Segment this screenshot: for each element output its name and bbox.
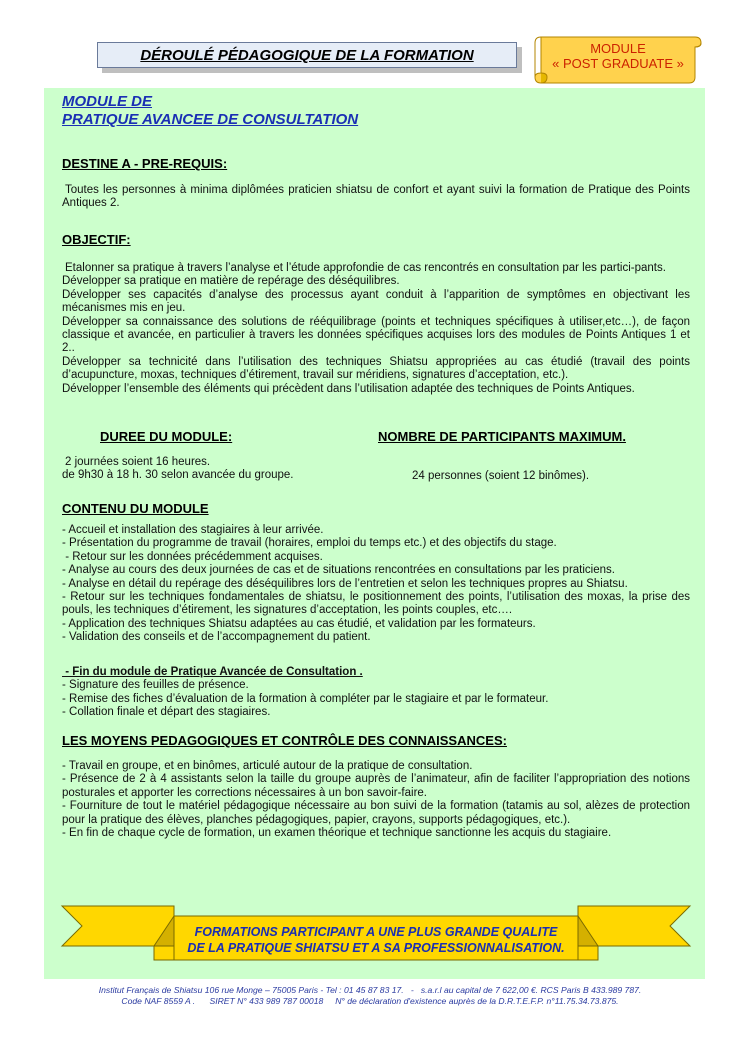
objectif-item: Développer sa technicité dans l’utilisation des techniques Shiatsu appropriées au cas étudié (travail des points d’acupuncture, moxas, techniques d’étirement, travail sur méridiens, signatures d’acceptation, etc.). — [62, 355, 690, 382]
footer-line-2: Code NAF 8559 A . SIRET N° 433 989 787 00018 N° de déclaration d'existence auprès de la D.R.T.E.F.P. n°11.75.34.73.875. — [121, 996, 619, 1006]
badge-line-1: MODULE — [590, 41, 646, 56]
fin-item: - Remise des fiches d’évaluation de la formation à compléter par le stagiaire et par le formateur. — [62, 692, 549, 705]
objectif-item: Développer sa connaissance des solutions de rééquilibrage (points et techniques spécifiques à utiliser,etc…), de façon classique et avancée, en particulier à travers les données spécifiques acquises lors des modules de Points Antiques 1 et 2.. — [62, 315, 690, 355]
fin-item: - Signature des feuilles de présence. — [62, 679, 249, 692]
module-title-line-1: MODULE DE — [62, 93, 152, 110]
prereq-heading: DESTINE A - PRE-REQUIS: — [62, 156, 228, 171]
duree-line-2: de 9h30 à 18 h. 30 selon avancée du groupe. — [62, 469, 294, 482]
contenu-item: - Validation des conseils et de l’accompagnement du patient. — [62, 631, 371, 644]
objectif-list — [62, 262, 690, 396]
contenu-item: - Retour sur les techniques fondamentales de shiatsu, le positionnement des points, l’utilisation des moxas, la prise des pouls, les techniques d’étirement, les signatures d’acceptation, les points couples, etc…. — [62, 591, 690, 617]
contenu-item: - Analyse au cours des deux journées de cas et de situations rencontrées en consultations par les praticiens. — [62, 564, 615, 577]
badge-line-2: « POST GRADUATE » — [552, 56, 684, 71]
banner-line-2: DE LA PRATIQUE SHIATSU ET A SA PROFESSIONNALISATION. — [187, 941, 565, 955]
moyens-list — [62, 760, 690, 840]
fin-item: - Collation finale et départ des stagiaires. — [62, 706, 271, 719]
moyens-item: - Travail en groupe, et en binômes, articulé autour de la pratique de consultation. — [62, 760, 473, 772]
contenu-item: - Analyse en détail du repérage des déséquilibres lors de l’entretien et selon les techniques propres au Shiatsu. — [62, 577, 628, 590]
contenu-item: - Accueil et installation des stagiaires à leur arrivée. — [62, 524, 324, 536]
duree-heading: DUREE DU MODULE: — [100, 429, 233, 444]
contenu-heading: CONTENU DU MODULE — [62, 501, 209, 516]
participants-text: 24 personnes (soient 12 binômes). — [412, 470, 590, 482]
module-title — [62, 93, 358, 129]
module-badge — [533, 33, 703, 85]
contenu-list — [62, 524, 690, 645]
moyens-heading: LES MOYENS PEDAGOGIQUES ET CONTRÔLE DES CONNAISSANCES: — [62, 733, 507, 748]
contenu-item: - Présentation du programme de travail (horaires, emploi du temps etc.) et des objectifs du stage. — [62, 537, 557, 550]
objectif-item: Etalonner sa pratique à travers l’analyse et l’étude approfondie de cas rencontrés en consultation par les partici-pants. — [65, 262, 666, 274]
fin-module-heading: - Fin du module de Pratique Avancée de Consultation . — [62, 666, 363, 678]
objectif-item: Développer l’ensemble des éléments qui précèdent dans l’utilisation adaptée des techniques de Points Antiques. — [62, 382, 635, 395]
objectif-heading: OBJECTIF: — [62, 232, 131, 247]
moyens-item: - Présence de 2 à 4 assistants selon la taille du groupe auprès de l’animateur, afin de faciliter l’appropriation des notions posturales et apporter les corrections nécessaires à un bon savoir-faire. — [62, 773, 690, 799]
fin-module-list — [62, 666, 690, 720]
contenu-item: - Application des techniques Shiatsu adaptées au cas étudié, et validation par les formateurs. — [62, 617, 536, 630]
moyens-item: - En fin de chaque cycle de formation, un examen théorique et technique sanctionne les acquis du stagiaire. — [62, 827, 612, 840]
prereq-text: Toutes les personnes à minima diplômées praticien shiatsu de confort et ayant suivi la formation de Pratique des Points Antiques 2. — [62, 184, 690, 210]
module-title-line-2: PRATIQUE AVANCEE DE CONSULTATION — [62, 111, 359, 128]
duree-text — [62, 456, 382, 483]
contenu-item: - Retour sur les données précédemment acquises. — [62, 550, 323, 563]
objectif-item: Développer ses capacités d’analyse des processus ayant conduit à l’apparition de symptômes en objectivant les mécanismes mis en jeu. — [62, 288, 690, 315]
quality-banner — [58, 902, 694, 964]
banner-line-1: FORMATIONS PARTICIPANT A UNE PLUS GRANDE QUALITE — [194, 925, 558, 939]
duree-line-1: 2 journées soient 16 heures. — [65, 456, 211, 468]
objectif-item: Développer sa pratique en matière de repérage des déséquilibres. — [62, 275, 400, 288]
footer-line-1: Institut Français de Shiatsu 106 rue Monge – 75005 Paris - Tel : 01 45 87 83 17. - s.a.r.l au capital de 7 622,00 €. RCS Paris B 433.989 787. — [98, 985, 642, 995]
participants-heading: NOMBRE DE PARTICIPANTS MAXIMUM. — [378, 429, 626, 444]
moyens-item: - Fourniture de tout le matériel pédagogique nécessaire au bon suivi de la formation (tatamis au sol, alèzes de protection pour la pratique des élèves, planches pédagogiques, papier, crayons, supports pédagogiques, etc.). — [62, 800, 690, 826]
document-title: DÉROULÉ PÉDAGOGIQUE DE LA FORMATION — [97, 42, 517, 68]
page-footer — [30, 985, 710, 1007]
